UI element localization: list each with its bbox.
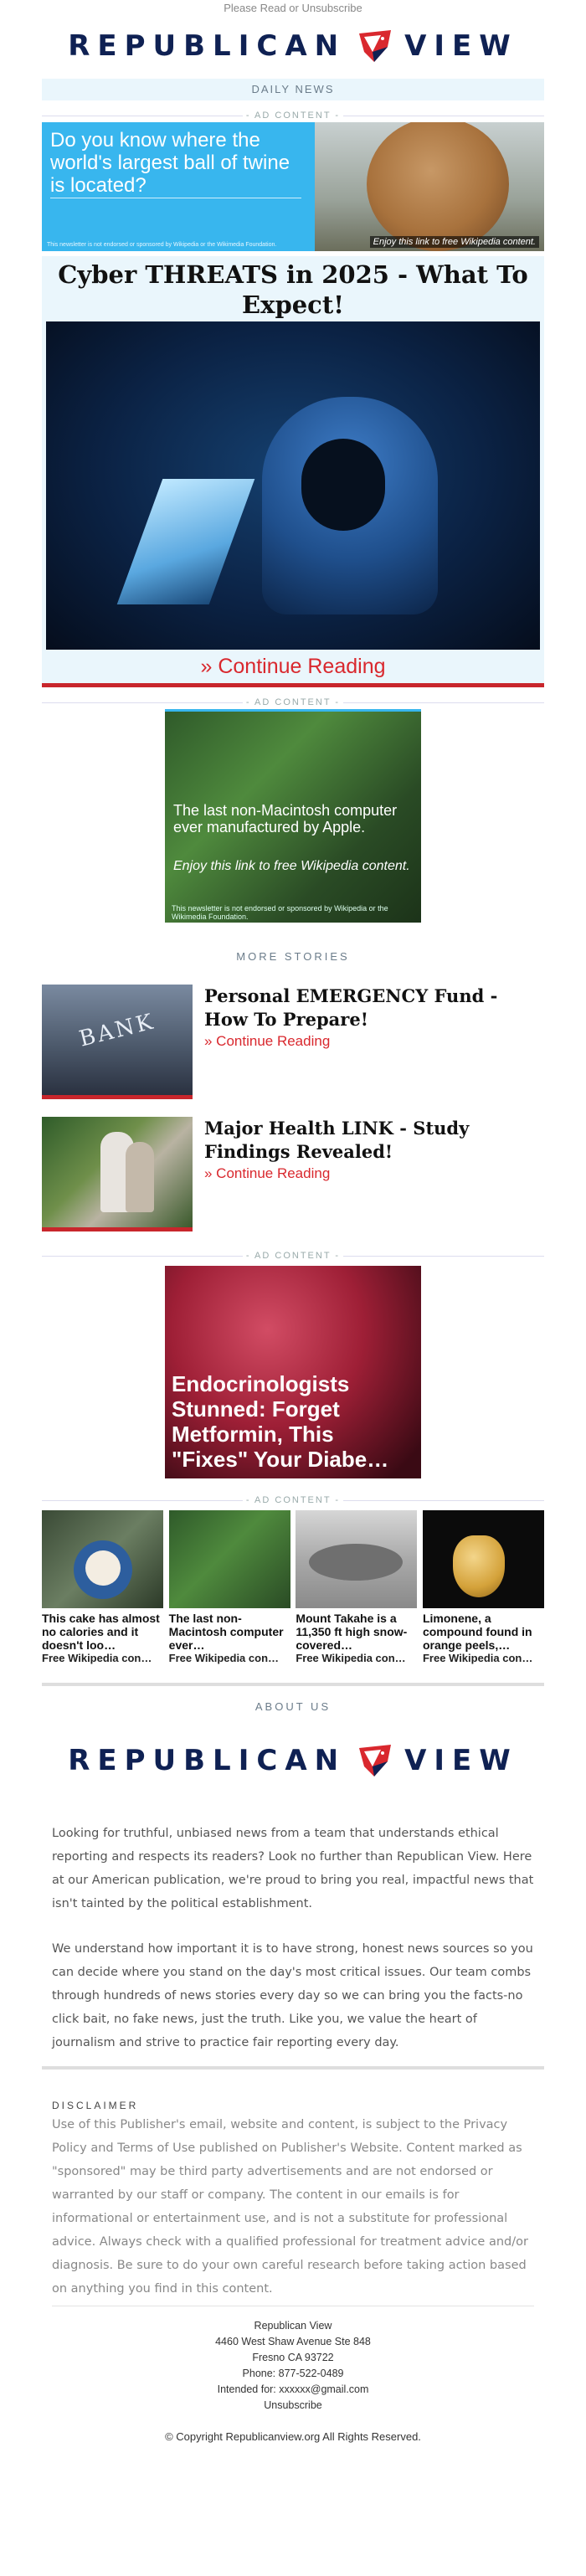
read-or-unsubscribe-link[interactable]: Please Read or Unsubscribe bbox=[224, 2, 362, 14]
story-continue-reading-link[interactable]: » Continue Reading bbox=[204, 1165, 331, 1181]
twine-ball-shape bbox=[367, 122, 509, 251]
sponsored-tile[interactable] bbox=[42, 1510, 163, 1664]
footer-address bbox=[42, 2318, 544, 2414]
more-stories-heading: MORE STORIES bbox=[236, 950, 350, 963]
story-continue-reading-link[interactable]: » Continue Reading bbox=[204, 1033, 331, 1049]
ad-content-label: - AD CONTENT - bbox=[42, 1494, 544, 1507]
sponsored-tile[interactable] bbox=[423, 1510, 544, 1664]
hood-shadow-shape bbox=[301, 439, 385, 531]
tile-source: Free Wikipedia con… bbox=[168, 1652, 280, 1664]
twine-ad-text-panel bbox=[42, 122, 315, 251]
apple-ad-disclaimer: This newsletter is not endorsed or sponsored by Wikipedia or the Wikimedia Foundation. bbox=[172, 904, 388, 921]
story-title[interactable]: Personal EMERGENCY Fund - How To Prepare! bbox=[204, 985, 498, 1030]
twine-ball-image bbox=[315, 122, 544, 251]
brand-logo[interactable] bbox=[42, 17, 544, 75]
twine-ad-caption: Enjoy this link to free Wikipedia content. bbox=[370, 236, 539, 248]
story-item[interactable] bbox=[42, 1117, 544, 1232]
brand-mark-icon bbox=[356, 27, 394, 65]
section-divider bbox=[42, 2066, 544, 2070]
footer-company-name: Republican View bbox=[254, 2320, 332, 2332]
brand-logo-footer[interactable] bbox=[42, 1731, 544, 1790]
ad-content-label: - AD CONTENT - bbox=[42, 1249, 544, 1262]
disclaimer-heading: DISCLAIMER bbox=[52, 2100, 139, 2111]
sponsored-tile[interactable] bbox=[296, 1510, 417, 1664]
laptop-shape bbox=[117, 479, 255, 604]
about-paragraph-1: Looking for truthful, unbiased news from a team that understands ethical reporting and respects its readers? Look no further than Republican View. Here at our American publication, we're proud to bring you real, impactful news that isn't tainted by the political establishment. bbox=[52, 1827, 534, 1910]
story-title[interactable]: Major Health LINK - Study Findings Revealed! bbox=[204, 1118, 470, 1162]
daily-news-label: DAILY NEWS bbox=[42, 79, 544, 100]
apple-ad-title: The last non-Macintosh computer ever manufactured by Apple. bbox=[173, 802, 398, 836]
hero-story[interactable] bbox=[42, 256, 544, 687]
footer-address-line-2: Fresno CA 93722 bbox=[252, 2352, 334, 2363]
footer-intended-for: Intended for: xxxxxx@gmail.com bbox=[217, 2383, 369, 2395]
apple-ad-subtitle: Enjoy this link to free Wikipedia content. bbox=[173, 859, 410, 873]
ad-content-label: - AD CONTENT - bbox=[42, 109, 544, 122]
hacker-image[interactable] bbox=[46, 321, 540, 650]
footer-phone: Phone: 877-522-0489 bbox=[242, 2368, 344, 2379]
tile-title[interactable]: This cake has almost no calories and it doesn't loo… bbox=[42, 1612, 160, 1652]
section-divider bbox=[42, 1683, 544, 1686]
circuit-board-image[interactable] bbox=[169, 1510, 290, 1608]
apple-computer-ad[interactable] bbox=[165, 709, 421, 923]
tile-title[interactable]: Limonene, a compound found in orange peels,… bbox=[422, 1612, 532, 1652]
sponsored-tile[interactable] bbox=[169, 1510, 290, 1664]
ad-content-label: - AD CONTENT - bbox=[42, 696, 544, 709]
tile-title[interactable]: The last non-Macintosh computer ever… bbox=[168, 1612, 284, 1652]
disclaimer-text: Use of this Publisher's email, website and content, is subject to the Privacy Policy and Terms of Use published on Publisher's Website. Content marked as "sponsored" may be third party advertisements and are not endorsed or warranted by our staff or company. The content in our emails is for informational or entertainment use, and is not a substitute for professional advice. Always check with a qualified professional for treatment advice and/or diagnosis. Be sure to do your own careful research before taking action based on anything you find in this content. bbox=[52, 2118, 528, 2296]
story-item[interactable] bbox=[42, 985, 544, 1100]
endocrinologists-ad-text: Endocrinologists Stunned: Forget Metformin, This "Fixes" Your Diabe… bbox=[172, 1371, 389, 1472]
about-paragraph-2: We understand how important it is to have strong, honest news sources so you can decide where you stand on the day's most critical issues. Our team combs through hundreds of news stories every day so we can bring you the facts-no click bait, no fake news, just the truth. Like you, we value the heart of journalism and strive to practice fair reporting every day. bbox=[52, 1942, 533, 2049]
logo-word-right: VIEW bbox=[404, 1744, 518, 1777]
twine-ad-disclaimer: This newsletter is not endorsed or sponsored by Wikipedia or the Wikimedia Foundation. bbox=[47, 242, 277, 248]
logo-word-right: VIEW bbox=[404, 29, 518, 63]
footer-unsubscribe-link[interactable]: Unsubscribe bbox=[264, 2399, 322, 2411]
logo-word-left: REPUBLICAN bbox=[68, 29, 347, 63]
hero-title[interactable]: Cyber THREATS in 2025 - What To Expect! bbox=[58, 260, 528, 319]
brand-mark-icon bbox=[356, 1741, 394, 1780]
bank-building-image[interactable] bbox=[42, 985, 193, 1099]
tile-source: Free Wikipedia con… bbox=[422, 1652, 533, 1664]
twine-ad-banner[interactable] bbox=[42, 122, 544, 251]
cake-image[interactable] bbox=[42, 1510, 163, 1608]
bank-sign-label: BANK bbox=[76, 1009, 158, 1052]
mount-takahe-image[interactable] bbox=[296, 1510, 417, 1608]
footer-address-line-1: 4460 West Shaw Avenue Ste 848 bbox=[215, 2336, 371, 2347]
endocrinologists-ad[interactable] bbox=[165, 1266, 421, 1478]
about-us-heading: ABOUT US bbox=[254, 1700, 332, 1713]
tile-source: Free Wikipedia con… bbox=[296, 1652, 406, 1664]
limonene-image[interactable] bbox=[423, 1510, 544, 1608]
health-couple-image[interactable] bbox=[42, 1117, 193, 1231]
hero-continue-reading-link[interactable]: » Continue Reading bbox=[200, 655, 386, 678]
tile-title[interactable]: Mount Takahe is a 11,350 ft high snow-covered… bbox=[296, 1612, 408, 1652]
twine-ad-question: Do you know where the world's largest ball of twine is located? bbox=[50, 129, 290, 197]
footer-copyright: © Copyright Republicanview.org All Rights Reserved. bbox=[165, 2430, 421, 2443]
tile-source: Free Wikipedia con… bbox=[42, 1652, 152, 1664]
logo-word-left: REPUBLICAN bbox=[68, 1744, 347, 1777]
